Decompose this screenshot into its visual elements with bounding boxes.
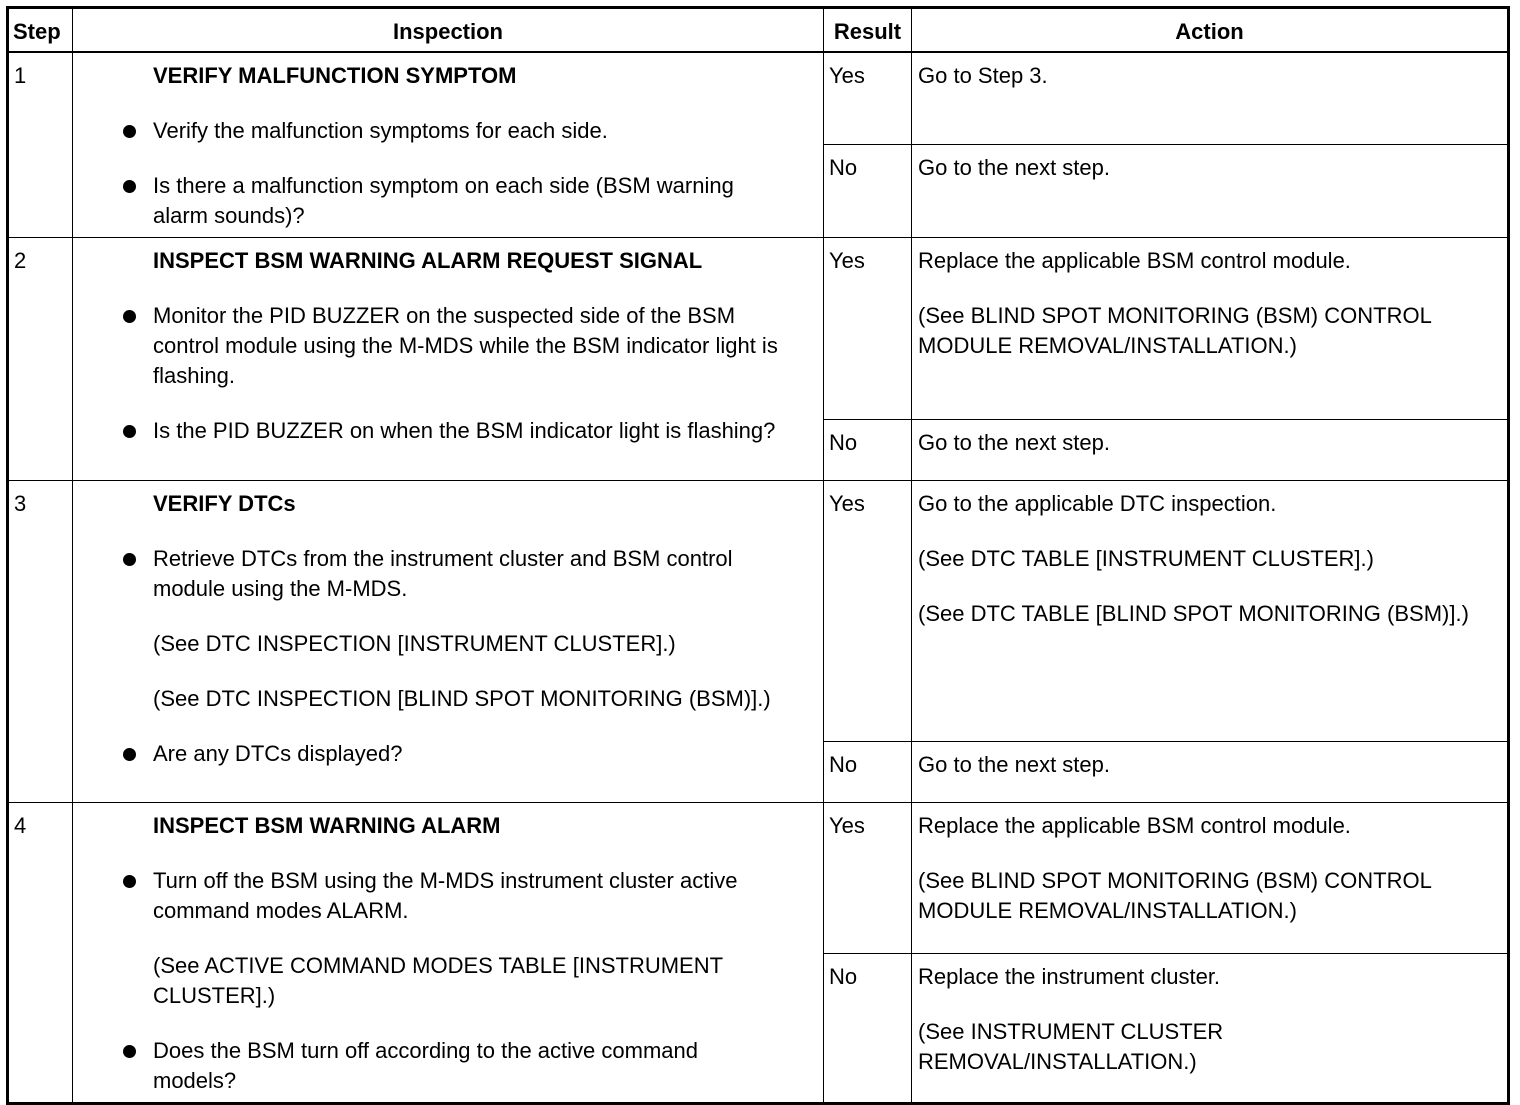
bullet-text: Turn off the BSM using the M-MDS instrument cluster active command modes ALARM. (153, 868, 738, 923)
diagnostic-procedure-table (6, 6, 1510, 1105)
inspection-bullet (73, 171, 787, 231)
action-yes (912, 52, 1509, 145)
action-text: Go to the applicable DTC inspection. (918, 491, 1277, 516)
action-yes (912, 481, 1509, 742)
inspection-bullet (73, 1036, 787, 1096)
result-column-header: Result (824, 8, 912, 53)
inspection-column-header: Inspection (73, 8, 824, 53)
inspection-cell (73, 238, 824, 481)
inspection-bullet (73, 116, 787, 146)
inspection-reference: (See ACTIVE COMMAND MODES TABLE [INSTRUMENT CLUSTER].) (153, 953, 723, 1008)
action-text: Replace the applicable BSM control module. (918, 813, 1351, 838)
inspection-bullet (73, 544, 787, 604)
result-no: No (824, 145, 912, 238)
table-row-step-1-yes (8, 52, 1509, 145)
result-no: No (824, 420, 912, 481)
step-number: 4 (8, 803, 73, 1104)
action-reference: (See BLIND SPOT MONITORING (BSM) CONTROL MODULE REMOVAL/INSTALLATION.) (918, 868, 1431, 923)
table-row-step-2-yes (8, 238, 1509, 420)
action-reference: (See BLIND SPOT MONITORING (BSM) CONTROL MODULE REMOVAL/INSTALLATION.) (918, 303, 1431, 358)
inspection-cell (73, 52, 824, 238)
action-no (912, 954, 1509, 1104)
table-row-step-4-yes (8, 803, 1509, 954)
bullet-text: Is there a malfunction symptom on each side (BSM warning alarm sounds)? (153, 173, 734, 228)
action-reference: (See INSTRUMENT CLUSTER REMOVAL/INSTALLATION.) (918, 1019, 1224, 1074)
inspection-cell (73, 481, 824, 803)
inspection-bullet (73, 866, 787, 926)
step-number: 1 (8, 52, 73, 238)
bullet-text: Verify the malfunction symptoms for each side. (153, 118, 608, 143)
result-no: No (824, 742, 912, 803)
step-column-header: Step (8, 8, 73, 53)
inspection-bullet (73, 739, 787, 769)
action-reference: (See DTC TABLE [INSTRUMENT CLUSTER].) (918, 546, 1374, 571)
inspection-reference: (See DTC INSPECTION [INSTRUMENT CLUSTER].) (153, 631, 676, 656)
header-row (8, 8, 1509, 53)
bullet-dot-icon (123, 875, 136, 888)
bullet-text: Monitor the PID BUZZER on the suspected side of the BSM control module using the M-MDS while the BSM indicator light is flashing. (153, 303, 778, 388)
inspection-heading: INSPECT BSM WARNING ALARM REQUEST SIGNAL (153, 248, 703, 273)
action-reference: (See DTC TABLE [BLIND SPOT MONITORING (BSM)].) (918, 601, 1469, 626)
inspection-heading: VERIFY MALFUNCTION SYMPTOM (153, 63, 517, 88)
action-text: Replace the instrument cluster. (918, 964, 1221, 989)
action-yes (912, 238, 1509, 420)
action-text: Go to Step 3. (918, 63, 1048, 88)
result-yes: Yes (824, 52, 912, 145)
bullet-text: Does the BSM turn off according to the active command models? (153, 1038, 698, 1093)
bullet-text: Retrieve DTCs from the instrument cluster and BSM control module using the M-MDS. (153, 546, 733, 601)
inspection-reference: (See DTC INSPECTION [BLIND SPOT MONITORING (BSM)].) (153, 686, 771, 711)
bullet-text: Are any DTCs displayed? (153, 741, 403, 766)
result-no: No (824, 954, 912, 1104)
result-yes: Yes (824, 803, 912, 954)
table-row-step-3-yes (8, 481, 1509, 742)
inspection-heading: VERIFY DTCs (153, 491, 296, 516)
action-text: Go to the next step. (918, 752, 1111, 777)
bullet-dot-icon (123, 125, 136, 138)
bullet-dot-icon (123, 553, 136, 566)
action-yes (912, 803, 1509, 954)
inspection-bullet (73, 416, 787, 446)
result-yes: Yes (824, 481, 912, 742)
bullet-dot-icon (123, 310, 136, 323)
action-column-header: Action (912, 8, 1509, 53)
bullet-dot-icon (123, 425, 136, 438)
action-no (912, 420, 1509, 481)
inspection-bullet (73, 301, 787, 391)
inspection-cell (73, 803, 824, 1104)
step-number: 2 (8, 238, 73, 481)
result-yes: Yes (824, 238, 912, 420)
action-no (912, 742, 1509, 803)
bullet-dot-icon (123, 180, 136, 193)
action-text: Go to the next step. (918, 155, 1111, 181)
action-text: Replace the applicable BSM control module. (918, 248, 1351, 273)
bullet-dot-icon (123, 748, 136, 761)
action-no (912, 145, 1509, 238)
inspection-heading: INSPECT BSM WARNING ALARM (153, 813, 501, 838)
step-number: 3 (8, 481, 73, 803)
bullet-dot-icon (123, 1045, 136, 1058)
bullet-text: Is the PID BUZZER on when the BSM indicator light is flashing? (153, 418, 776, 443)
action-text: Go to the next step. (918, 430, 1111, 455)
